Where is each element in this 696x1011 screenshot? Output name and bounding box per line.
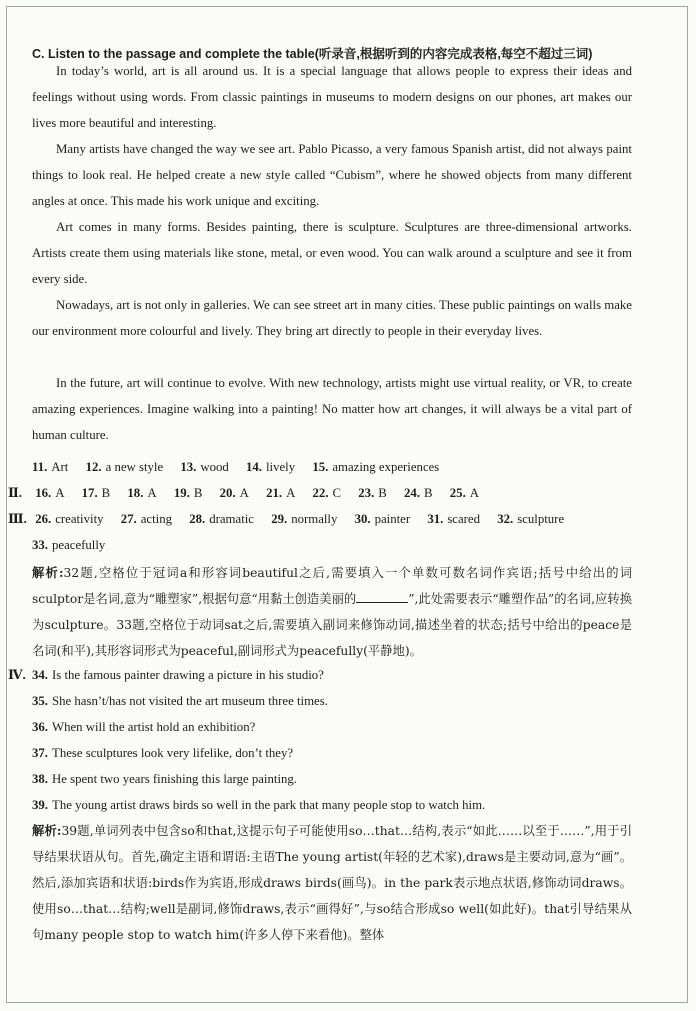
- answer-15: 15. amazing experiences: [312, 460, 440, 474]
- answer-26: 26. creativity: [35, 512, 104, 526]
- fill-blank: [356, 590, 408, 603]
- answer-30: 30. painter: [354, 512, 411, 526]
- answer-24: 24. B: [404, 486, 433, 500]
- passage-paragraph-2: Many artists have changed the way we see art. Pablo Picasso, a very famous Spanish artist, did not always paint things to look real. He helped create a new style called “Cubism”, where he showed objects from many different angles at once. This made his work unique and exciting.: [32, 142, 632, 208]
- answer-19: 19. B: [173, 486, 203, 500]
- section-4-number: Ⅳ.: [8, 668, 26, 682]
- sentence-35: 35. She hasn’t/has not visited the art museum three times.: [32, 694, 328, 708]
- answer-22: 22. C: [312, 486, 342, 500]
- answer-12: 12. a new style: [85, 460, 164, 474]
- section-2-answers: [8, 486, 493, 501]
- analysis-label: 解析:: [32, 565, 64, 580]
- passage-paragraph-1: In today’s world, art is all around us. It is a special language that allows people to express their ideas and feelings without using words. From classic paintings in museums to modern designs on our phones, art makes our lives more beautiful and interesting.: [32, 64, 632, 130]
- answer-27: 27. acting: [120, 512, 173, 526]
- section-2-number: Ⅱ.: [8, 486, 22, 500]
- section-c-answers: [32, 460, 453, 475]
- answer-33: 33. peacefully: [32, 538, 106, 552]
- answer-25: 25. A: [449, 486, 480, 500]
- answer-16: 16. A: [35, 486, 65, 500]
- answer-28: 28. dramatic: [189, 512, 254, 526]
- answer-20: 20. A: [219, 486, 249, 500]
- section-3-answers: [8, 512, 578, 527]
- sentence-38: 38. He spent two years finishing this large painting.: [32, 772, 297, 786]
- passage-paragraph-5: In the future, art will continue to evolve. With new technology, artists might use virtual reality, or VR, to create amazing experiences. Imagine walking into a painting! No matter how art changes, it will always be a vital part of human culture.: [32, 376, 632, 442]
- sentence-37: 37. These sculptures look very lifelike, don’t they?: [32, 746, 294, 760]
- answer-23: 23. B: [358, 486, 387, 500]
- section-c-heading: C. Listen to the passage and complete the table(听录音,根据听到的内容完成表格,每空不超过三词): [32, 47, 593, 61]
- answer-29: 29. normally: [271, 512, 338, 526]
- section-3-analysis: 解析:32题,空格位于冠词a和形容词beautiful之后,需要填入一个单数可数名词作宾语;括号中给出的词sculptor是名词,意为“雕塑家”,根据句意“用黏土创造美丽的 ”,此处需要表示“雕塑作品”的名词,应转换为sculpture。33题,空格位于动词sat之后,需要填入副词来修饰动词,描述坐着的状态;括号中给出的peace是名词(和平),其形容词形式为peaceful,副词形式为peacefully(平静地)。: [32, 565, 632, 658]
- answer-32: 32. sculpture: [497, 512, 565, 526]
- analysis-label-2: 解析:: [32, 823, 62, 838]
- passage-paragraph-4: Nowadays, art is not only in galleries. We can see street art in many cities. These public paintings on walls make our environment more colourful and lively. They bring art directly to people in their everyday lives.: [32, 298, 632, 338]
- sentence-34: Ⅳ. 34. Is the famous painter drawing a picture in his studio?: [8, 668, 324, 682]
- sentence-36: 36. When will the artist hold an exhibition?: [32, 720, 256, 734]
- section-3-number: Ⅲ.: [8, 512, 27, 526]
- answer-17: 17. B: [81, 486, 111, 500]
- section-4-analysis: 解析:39题,单词列表中包含so和that,这提示句子可能使用so…that…结构,表示“如此……以至于……”,用于引导结果状语从句。首先,确定主语和谓语:主语The young artist(年轻的艺术家),draws是主要动词,意为“画”。然后,添加宾语和状语:birds作为宾语,形成draws birds(画鸟)。in the park表示地点状语,修饰动词draws。使用so…that…结构;well是副词,修饰draws,表示“画得好”,与so结合形成so well(如此好)。that引导结果从句many people stop to watch him(许多人停下来看他)。整体: [32, 823, 632, 942]
- answer-13: 13. wood: [180, 460, 229, 474]
- answer-31: 31. scared: [427, 512, 481, 526]
- answer-11: 11. Art: [32, 460, 69, 474]
- answer-18: 18. A: [127, 486, 157, 500]
- answer-14: 14. lively: [245, 460, 296, 474]
- passage-paragraph-3: Art comes in many forms. Besides painting, there is sculpture. Sculptures are three-dimensional artworks. Artists create them using materials like stone, metal, or even wood. You can walk around a sculpture and see it from every side.: [32, 220, 632, 286]
- sentence-39: 39. The young artist draws birds so well in the park that many people stop to watch him.: [32, 798, 486, 812]
- answer-21: 21. A: [266, 486, 296, 500]
